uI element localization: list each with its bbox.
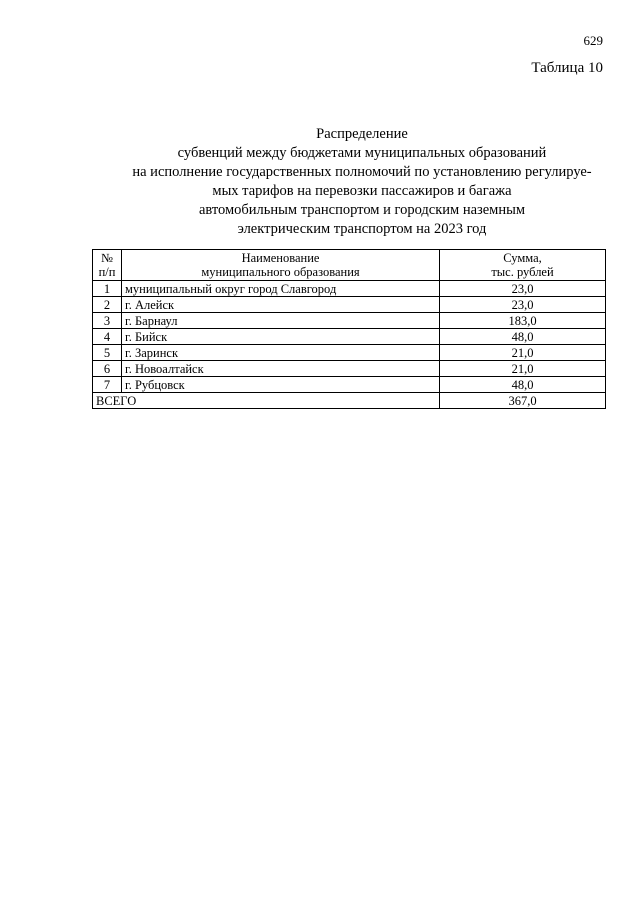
row-sum: 23,0 (440, 281, 606, 297)
row-sum: 183,0 (440, 313, 606, 329)
total-row (93, 393, 606, 409)
row-sum: 48,0 (440, 377, 606, 393)
row-municipality: г. Барнаул (122, 313, 440, 329)
row-number: 5 (93, 345, 122, 361)
header-number (93, 250, 122, 281)
subsidy-table (92, 249, 606, 409)
header-name (122, 250, 440, 281)
table-row (93, 313, 606, 329)
row-municipality: г. Заринск (122, 345, 440, 361)
table-row (93, 297, 606, 313)
row-municipality: г. Новоалтайск (122, 361, 440, 377)
header-name-line1: Наименование (241, 251, 320, 265)
row-number: 4 (93, 329, 122, 345)
table-row (93, 377, 606, 393)
table-row (93, 361, 606, 377)
table-row (93, 345, 606, 361)
total-label: ВСЕГО (93, 393, 440, 409)
row-number: 1 (93, 281, 122, 297)
header-number-line2: п/п (98, 265, 116, 279)
header-sum-line1: Сумма, (503, 251, 542, 265)
row-sum: 21,0 (440, 345, 606, 361)
title-line: Распределение (316, 126, 408, 142)
total-sum: 367,0 (440, 393, 606, 409)
header-number-line1: № (101, 251, 113, 265)
title-line: автомобильным транспортом и городским наземным (198, 202, 526, 218)
title-line: на исполнение государственных полномочий по установлению регулируе- (132, 164, 592, 180)
table-row (93, 281, 606, 297)
header-sum-line2: тыс. рублей (491, 265, 554, 279)
row-sum: 23,0 (440, 297, 606, 313)
row-number: 6 (93, 361, 122, 377)
row-municipality: муниципальный округ город Славгород (122, 281, 440, 297)
row-sum: 48,0 (440, 329, 606, 345)
page-number: 629 (583, 33, 603, 48)
title-line: субвенций между бюджетами муниципальных образований (177, 145, 547, 161)
row-municipality: г. Алейск (122, 297, 440, 313)
header-sum (440, 250, 606, 281)
header-name-line2: муниципального образования (201, 265, 360, 279)
row-number: 2 (93, 297, 122, 313)
row-municipality: г. Рубцовск (122, 377, 440, 393)
table-label: Таблица 10 (531, 60, 603, 76)
document-title (92, 125, 632, 239)
table-row (93, 329, 606, 345)
row-sum: 21,0 (440, 361, 606, 377)
row-number: 3 (93, 313, 122, 329)
row-number: 7 (93, 377, 122, 393)
row-municipality: г. Бийск (122, 329, 440, 345)
table-header-row (93, 250, 606, 281)
title-line: мых тарифов на перевозки пассажиров и багажа (212, 183, 512, 199)
title-line: электрическим транспортом на 2023 год (237, 221, 487, 237)
